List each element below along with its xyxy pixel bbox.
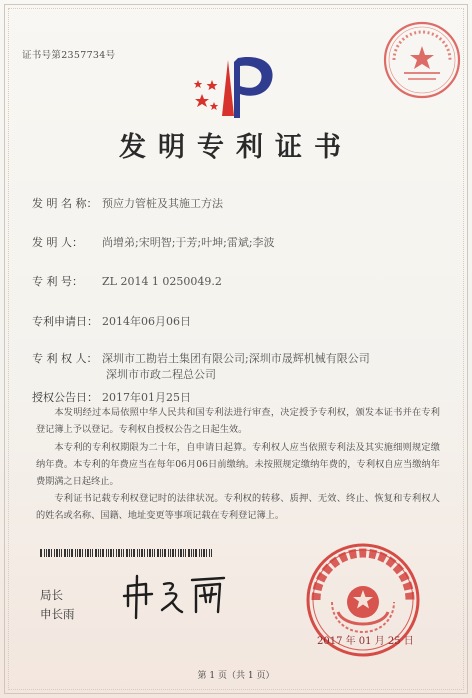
patentee-row bbox=[32, 350, 370, 381]
grant-date-label: 授权公告日： bbox=[32, 391, 98, 404]
director-title: 局长 bbox=[40, 588, 63, 602]
filing-date-row bbox=[32, 313, 191, 329]
page-footer: 第 1 页（共 1 页） bbox=[197, 671, 275, 681]
body-paragraph-3: 专利证书记载专利权登记时的法律状况。专利权的转移、质押、无效、终止、恢复和专利权人的姓名或名称、国籍、地址变更等事项记载在专利登记簿上。 bbox=[36, 493, 440, 521]
grant-date-row bbox=[32, 389, 191, 405]
barcode-icon bbox=[40, 549, 212, 557]
patentee-value-line1: 深圳市工勘岩土集团有限公司;深圳市晟辉机械有限公司 bbox=[102, 352, 370, 365]
invention-name-value: 预应力管桩及其施工方法 bbox=[102, 197, 223, 210]
invention-name-label: 发 明 名 称： bbox=[32, 197, 98, 210]
filing-date-label: 专利申请日： bbox=[32, 315, 98, 328]
certificate-title: 发明专利证书 bbox=[119, 132, 353, 163]
director-name: 申长雨 bbox=[40, 607, 75, 621]
grant-date-value: 2017年01月25日 bbox=[102, 391, 191, 404]
agency-seal-icon bbox=[382, 20, 462, 100]
filing-date-value: 2014年06月06日 bbox=[102, 315, 191, 328]
inventors-label: 发 明 人： bbox=[32, 236, 83, 249]
patent-office-emblem-icon bbox=[188, 50, 283, 120]
patent-number-label: 专 利 号： bbox=[32, 275, 83, 288]
director-signature-icon bbox=[120, 572, 235, 622]
patent-number-value: ZL 2014 1 0250049.2 bbox=[102, 275, 222, 288]
inventors-row bbox=[32, 234, 275, 250]
body-paragraph-1: 本发明经过本局依照中华人民共和国专利法进行审查，决定授予专利权，颁发本证书并在专利登记簿上予以登记。专利权自授权公告之日起生效。 bbox=[36, 407, 440, 435]
patentee-value-line2: 深圳市市政二程总公司 bbox=[106, 368, 216, 381]
body-paragraph-2: 本专利的专利权期限为二十年，自申请日起算。专利权人应当依照专利法及其实施细则规定缴纳年费。本专利的年费应当在每年06月06日前缴纳。未按照规定缴纳年费的，专利权自应当缴纳年费期满之日起终止。 bbox=[36, 442, 440, 487]
inventors-value: 尚增弟;宋明智;于芳;叶坤;雷斌;李波 bbox=[102, 236, 275, 249]
patent-number-row bbox=[32, 273, 222, 289]
patentee-label: 专 利 权 人： bbox=[32, 352, 98, 365]
certificate-number: 证书号第2357734号 bbox=[22, 50, 116, 61]
invention-name-row bbox=[32, 195, 223, 211]
seal-date: 2017 年 01 月 25 日 bbox=[317, 636, 414, 647]
